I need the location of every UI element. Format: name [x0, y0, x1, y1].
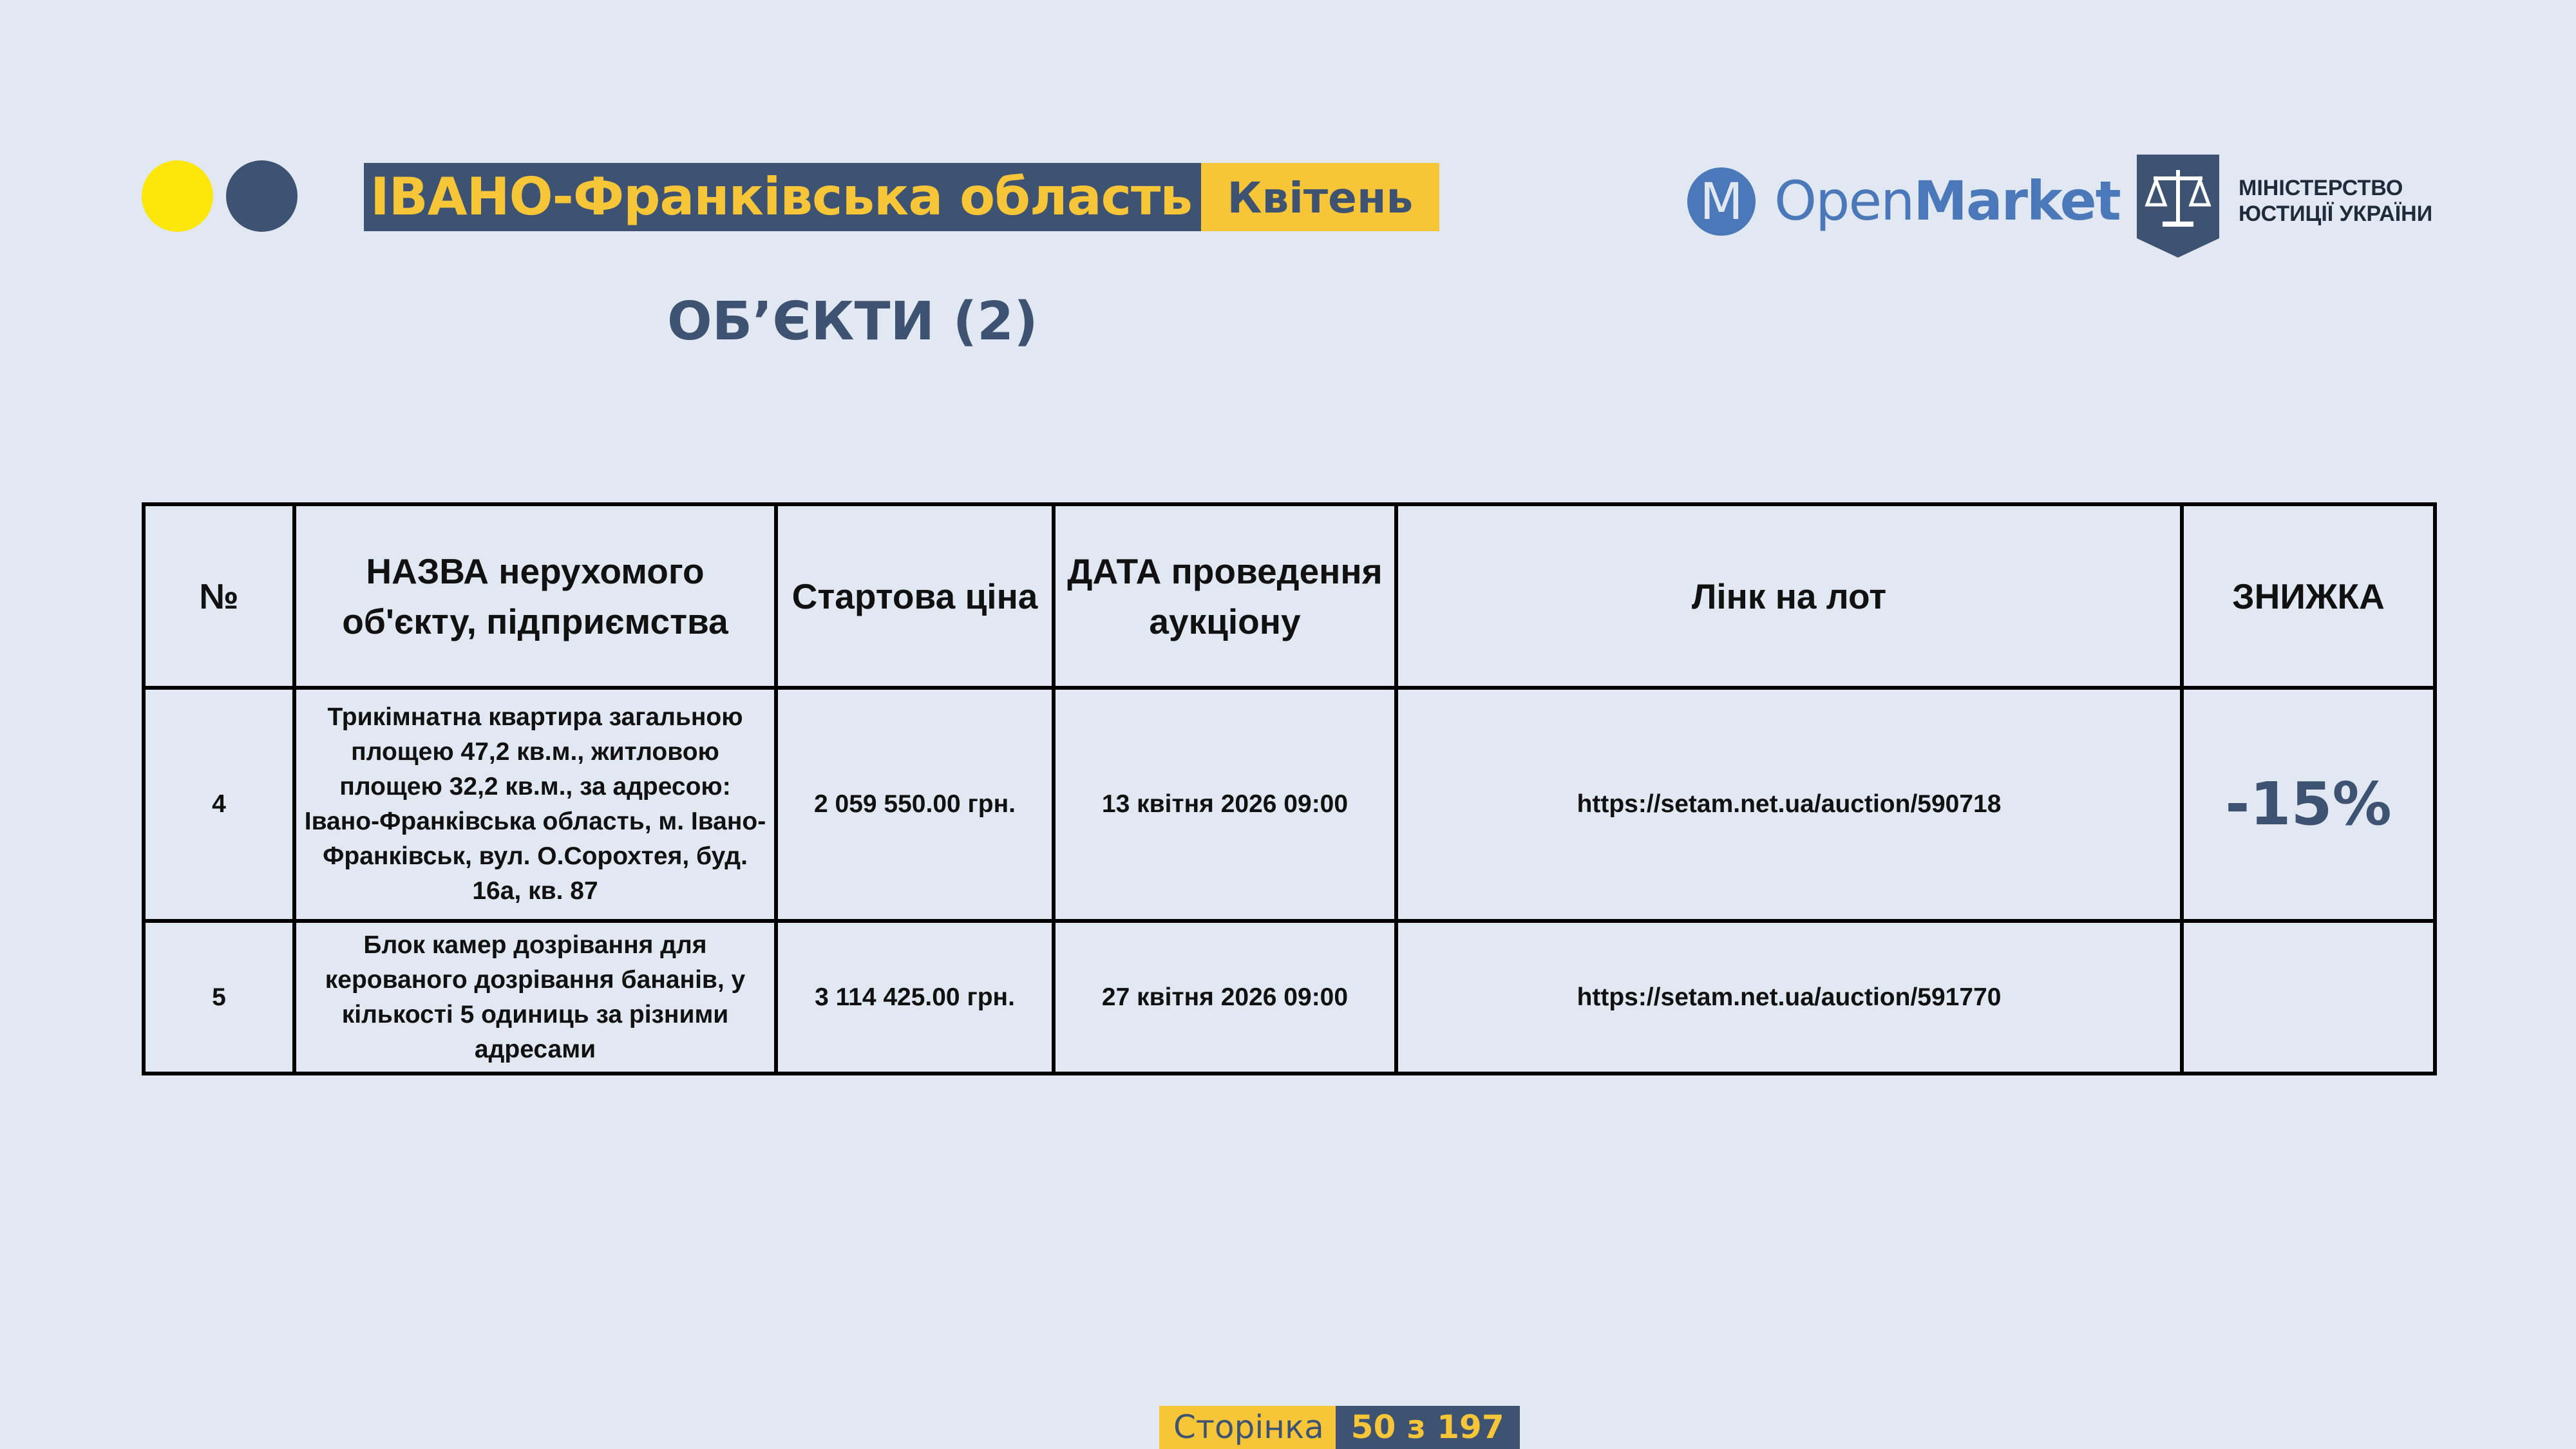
openmarket-logo-letter: M: [1700, 173, 1743, 231]
cell-number: 5: [144, 921, 294, 1074]
header-discount: ЗНИЖКА: [2182, 504, 2435, 688]
cell-discount: [2182, 921, 2435, 1074]
header-start-price: Стартова ціна: [776, 504, 1054, 688]
header-number: №: [144, 504, 294, 688]
cell-date: 27 квітня 2026 09:00: [1054, 921, 1396, 1074]
region-banner: [364, 163, 1439, 231]
region-name: ІВАНО-Франківська область: [364, 163, 1201, 231]
ministry-line-1: МІНІСТЕРСТВО: [2239, 176, 2403, 200]
ministry-line-2: ЮСТИЦІЇ УКРАЇНИ: [2239, 202, 2433, 226]
cell-lot-link[interactable]: https://setam.net.ua/auction/591770: [1396, 921, 2182, 1074]
cell-price: 2 059 550.00 грн.: [776, 688, 1054, 921]
openmarket-market-text: Market: [1913, 169, 2120, 232]
navy-circle-decoration: [226, 160, 298, 232]
cell-name: Трикімнатна квартира загальною площею 47,2 кв.м., житловою площею 32,2 кв.м., за адресою: Івано-Франківська область, м. Івано-Франківськ, вул. О.Сорохтея, буд. 16а, кв. 87: [294, 688, 776, 921]
cell-date: 13 квітня 2026 09:00: [1054, 688, 1396, 921]
openmarket-logo-icon: [1686, 166, 1757, 237]
cell-discount: -15%: [2182, 688, 2435, 921]
header-auction-date: ДАТА проведення аукціону: [1054, 504, 1396, 688]
openmarket-open-text: Open: [1774, 169, 1914, 232]
ministry-name: [2239, 175, 2432, 227]
objects-table: [142, 502, 2437, 1075]
table-row: [144, 688, 2435, 921]
cell-name: Блок камер дозрівання для керованого дозрівання бананів, у кількості 5 одиниць за різними адресами: [294, 921, 776, 1074]
table-row: [144, 921, 2435, 1074]
section-title: ОБ’ЄКТИ (2): [667, 291, 1038, 352]
month-label: Квітень: [1201, 163, 1439, 231]
page-indicator: [1159, 1406, 1520, 1449]
header-name: НАЗВА нерухомого об'єкту, підприємства: [294, 504, 776, 688]
header-lot-link: Лінк на лот: [1396, 504, 2182, 688]
cell-lot-link[interactable]: https://setam.net.ua/auction/590718: [1396, 688, 2182, 921]
yellow-circle-decoration: [142, 160, 213, 232]
openmarket-wordmark: [1774, 169, 2120, 233]
table-header-row: [144, 504, 2435, 688]
page-number: 50 з 197: [1336, 1406, 1520, 1449]
cell-price: 3 114 425.00 грн.: [776, 921, 1054, 1074]
cell-number: 4: [144, 688, 294, 921]
page-label: Сторінка: [1159, 1406, 1336, 1449]
ministry-scales-shield-icon: [2137, 155, 2219, 258]
